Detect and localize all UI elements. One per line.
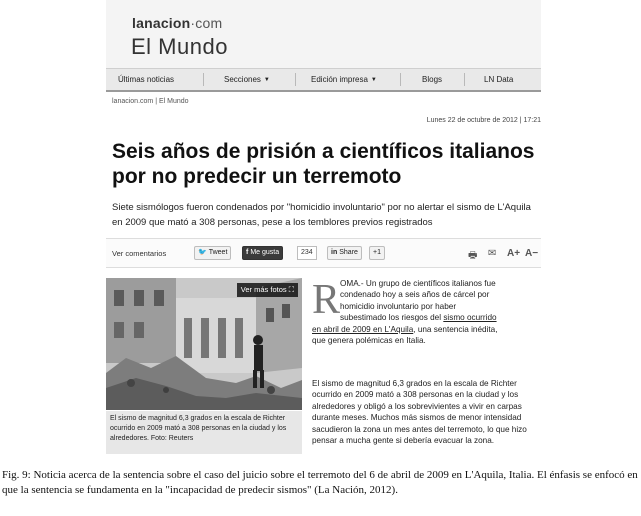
twitter-bird-icon: 🐦 [198, 249, 207, 256]
publish-date: Lunes 22 de octubre de 2012 | 17:21 [426, 117, 541, 124]
nav-item-edicion-impresa[interactable] [311, 75, 377, 84]
sismo-link-continued[interactable]: en abril de 2009 en L'Aquila [312, 324, 414, 334]
gplus-label: +1 [373, 249, 381, 256]
nav-divider [203, 73, 204, 86]
main-nav [106, 68, 541, 92]
nav-item-blogs[interactable] [422, 75, 442, 84]
tweet-label: Tweet [208, 249, 228, 256]
nav-divider [400, 73, 401, 86]
nav-item-secciones[interactable] [224, 75, 270, 84]
linkedin-icon: in [331, 249, 338, 256]
paragraph-line [312, 324, 540, 335]
google-plus-button[interactable] [369, 246, 385, 260]
linkedin-share-button[interactable] [327, 246, 362, 260]
earthquake-photo[interactable] [106, 278, 302, 410]
chevron-down-icon: ▼ [370, 77, 377, 83]
news-page [106, 0, 541, 466]
article-paragraph-1 [312, 278, 540, 346]
article-figure [106, 278, 302, 454]
paragraph-line: homicidio involuntario por haber [340, 301, 457, 311]
ver-mas-fotos-button[interactable] [237, 283, 298, 297]
logo-suffix: ·com [190, 15, 223, 31]
ver-comentarios-link[interactable]: Ver comentarios [112, 249, 167, 258]
like-label: Me gusta [250, 249, 280, 256]
share-label: Share [339, 249, 358, 256]
sismo-link[interactable]: sismo ocurrido [443, 313, 497, 323]
paragraph-text: subestimado los riesgos del [340, 313, 444, 323]
font-increase-button[interactable]: A+ [507, 248, 521, 259]
font-decrease-button[interactable]: A− [525, 248, 539, 259]
chevron-down-icon: ▼ [263, 77, 270, 83]
breadcrumb: lanacion.com | El Mundo [112, 98, 189, 105]
expand-icon: ⛶ [288, 285, 294, 294]
article-headline: Seis años de prisión a científicos italianos por no predecir un terremoto [112, 140, 535, 188]
email-icon[interactable]: ✉ [488, 248, 497, 259]
nav-item-ultimas-noticias[interactable] [118, 75, 174, 84]
like-button[interactable] [242, 246, 283, 260]
nav-label: Secciones [224, 75, 261, 84]
print-icon[interactable]: 🖶 [468, 250, 478, 261]
section-title: El Mundo [131, 34, 228, 59]
nav-label: Edición impresa [311, 75, 368, 84]
nav-item-ln-data[interactable] [484, 75, 513, 84]
article-lead: Siete sismólogos fueron condenados por "homicidio involuntario" por no alertar el sismo de L'Aquila en 2009 que mató a 308 personas, pese a los temblores previos registrados [112, 202, 531, 228]
photo-caption: El sismo de magnitud 6,3 grados en la escala de Richter ocurrido en 2009 mató a 308 personas en la ciudad y los alrededores. Foto: Reuters [106, 411, 302, 454]
paragraph-line: que genera polémicas en Italia. [312, 336, 426, 346]
rubble-street-image [106, 278, 302, 410]
nav-divider [464, 73, 465, 86]
nav-divider [295, 73, 296, 86]
drop-cap: R [312, 277, 341, 323]
tweet-button[interactable] [194, 246, 231, 260]
social-bar [106, 238, 541, 268]
ver-mas-fotos-label: Ver más fotos [240, 285, 287, 294]
paragraph-line: condenado hoy a seis años de cárcel por [340, 290, 490, 300]
paragraph-line [312, 312, 540, 323]
site-header [106, 0, 541, 68]
paragraph-line: OMA.- Un grupo de científicos italianos fue [340, 279, 496, 288]
nav-label: Blogs [422, 75, 443, 84]
like-count: 234 [297, 246, 317, 260]
nav-label: Últimas noticias [118, 75, 175, 84]
logo-text: lanacion [132, 15, 191, 31]
facebook-icon: f [246, 249, 249, 256]
site-logo[interactable] [132, 15, 222, 31]
paragraph-text: , una sentencia inédita, [413, 324, 498, 334]
figure-caption: Fig. 9: Noticia acerca de la sentencia sobre el caso del juicio sobre el terremoto del 6 de abril de 2009 en L'Aquila, Italia. El énfasis se enfocó en que la sentencia se fundamenta en la "incapacidad de predecir sismos" (La Nación, 2012). [2, 469, 638, 496]
nav-label: LN Data [484, 75, 514, 84]
article-paragraph-2: El sismo de magnitud 6,3 grados en la escala de Richter ocurrido en 2009 mató a 308 personas en la ciudad y los alrededores y obligó a los sobrevivientes a vivir en carpas durante meses. Muchos más sismos de menor intensidad sacudieron la zona un mes antes del terremoto, lo que hizo pensar a mucha gente si debería evacuar la zona. [312, 379, 527, 446]
